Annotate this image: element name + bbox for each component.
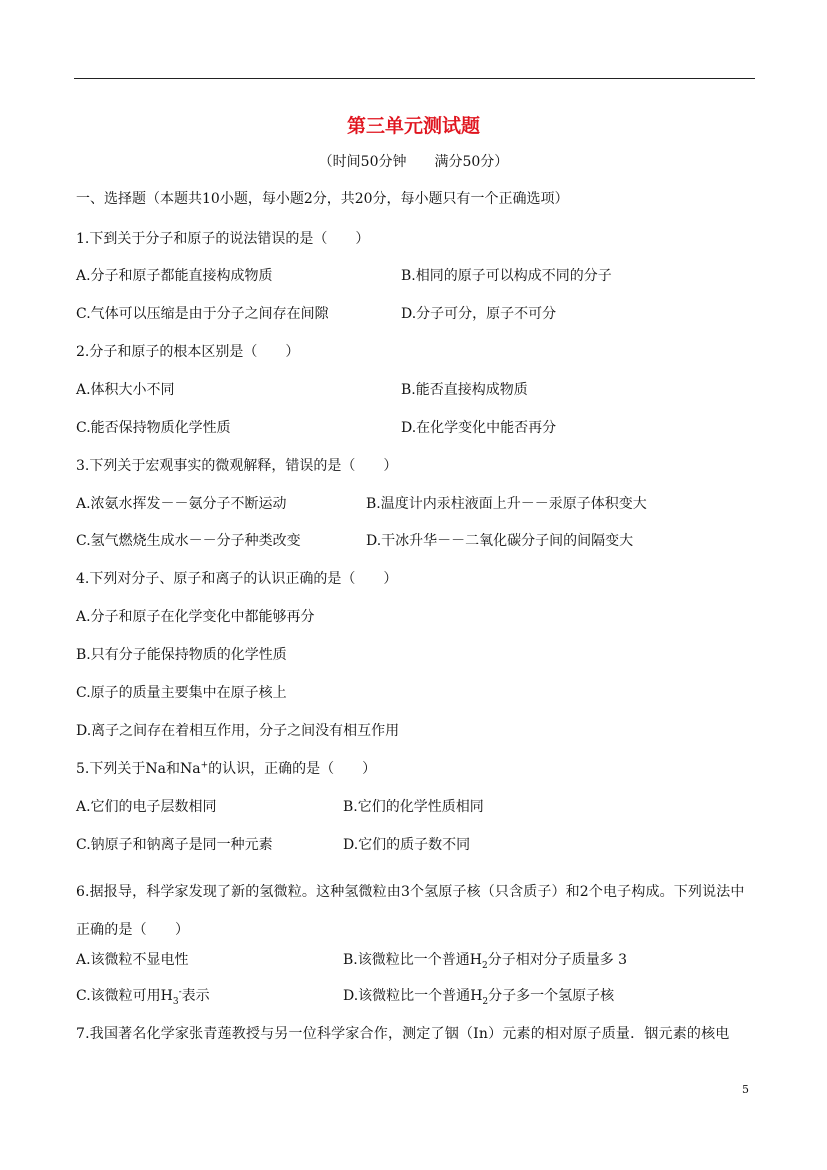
- page-subtitle: （时间50分钟 满分50分）: [318, 154, 509, 170]
- section-heading: 一、选择题（本题共10小题，每小题2分，共20分，每小题只有一个正确选项）: [76, 191, 569, 207]
- option-c: C.气体可以压缩是由于分子之间存在间隙: [76, 306, 329, 322]
- option-a: A.分子和原子都能直接构成物质: [76, 268, 273, 284]
- question-stem: 6.据报导，科学家发现了新的氢微粒。这种氢微粒由3个氢原子核（只含质子）和2个电子构成。下列说法中正确的是（ ）: [76, 884, 745, 938]
- option-b: B.相同的原子可以构成不同的分子: [401, 268, 612, 284]
- formula-na: Na: [145, 761, 166, 777]
- option-text: 分子多一个氢原子核: [488, 988, 615, 1004]
- question-stem: 4.下列对分子、原子和离子的认识正确的是（ ）: [76, 571, 398, 587]
- option-text: C.该微粒可用: [76, 988, 161, 1004]
- option-d: D.在化学变化中能否再分: [401, 420, 557, 436]
- option-a: A.体积大小不同: [76, 382, 175, 398]
- formula-na-ion: Na: [179, 761, 201, 777]
- question-stem: [76, 759, 376, 779]
- option-a: A.分子和原子在化学变化中都能够再分: [76, 609, 315, 625]
- question-stem: 7.我国著名化学家张青莲教授与另一位科学家合作，测定了铟（In）元素的相对原子质量．铟元素的核电: [76, 1026, 730, 1042]
- option-b: B.温度计内汞柱液面上升－－汞原子体积变大: [366, 496, 647, 512]
- option-b: B.它们的化学性质相同: [343, 799, 484, 815]
- formula-h: H: [160, 988, 173, 1004]
- page-number: 5: [742, 1083, 749, 1096]
- option-d: D.干冰升华－－二氧化碳分子间的间隔变大: [366, 533, 634, 549]
- header-rule: [74, 78, 755, 79]
- option-c: C.能否保持物质化学性质: [76, 420, 231, 436]
- subscript: 2: [481, 960, 488, 971]
- page-title: 第三单元测试题: [346, 115, 480, 137]
- option-text: B.该微粒比一个普通: [343, 952, 470, 968]
- option-a: A.该微粒不显电性: [76, 952, 189, 968]
- subscript: 3: [172, 996, 179, 1007]
- option-b: B.能否直接构成物质: [401, 382, 528, 398]
- option-text: 分子相对分子质量多 3: [487, 952, 628, 968]
- stem-text: 的认识，正确的是（ ）: [208, 761, 377, 777]
- option-d: D.离子之间存在着相互作用，分子之间没有相互作用: [76, 723, 400, 739]
- question-stem: 3.下列关于宏观事实的微观解释，错误的是（ ）: [76, 458, 398, 474]
- formula-h: H: [470, 988, 483, 1004]
- option-b: B.只有分子能保持物质的化学性质: [76, 647, 287, 663]
- option-a: A.浓氨水挥发－－氨分子不断运动: [76, 496, 287, 512]
- ion-charge: +: [200, 760, 209, 771]
- option-d: D.分子可分，原子不可分: [401, 306, 557, 322]
- option-c: C.原子的质量主要集中在原子核上: [76, 685, 287, 701]
- option-d: [343, 986, 614, 1006]
- option-c: [76, 986, 210, 1006]
- option-text: 表示: [181, 988, 210, 1004]
- question-stem: 1.下到关于分子和原子的说法错误的是（ ）: [76, 231, 370, 247]
- option-a: A.它们的电子层数相同: [76, 799, 217, 815]
- formula-h: H: [469, 952, 482, 968]
- subscript: 2: [482, 996, 489, 1007]
- option-c: C.氢气燃烧生成水－－分子种类改变: [76, 533, 301, 549]
- option-c: C.钠原子和钠离子是同一种元素: [76, 837, 273, 853]
- stem-text: 和: [165, 761, 180, 777]
- option-d: D.它们的质子数不同: [343, 837, 471, 853]
- question-stem: 2.分子和原子的根本区别是（ ）: [76, 344, 300, 360]
- option-text: D.该微粒比一个普通: [343, 988, 471, 1004]
- option-b: [343, 950, 627, 970]
- stem-text: 5.下列关于: [76, 761, 146, 777]
- ion-charge: -: [178, 987, 182, 998]
